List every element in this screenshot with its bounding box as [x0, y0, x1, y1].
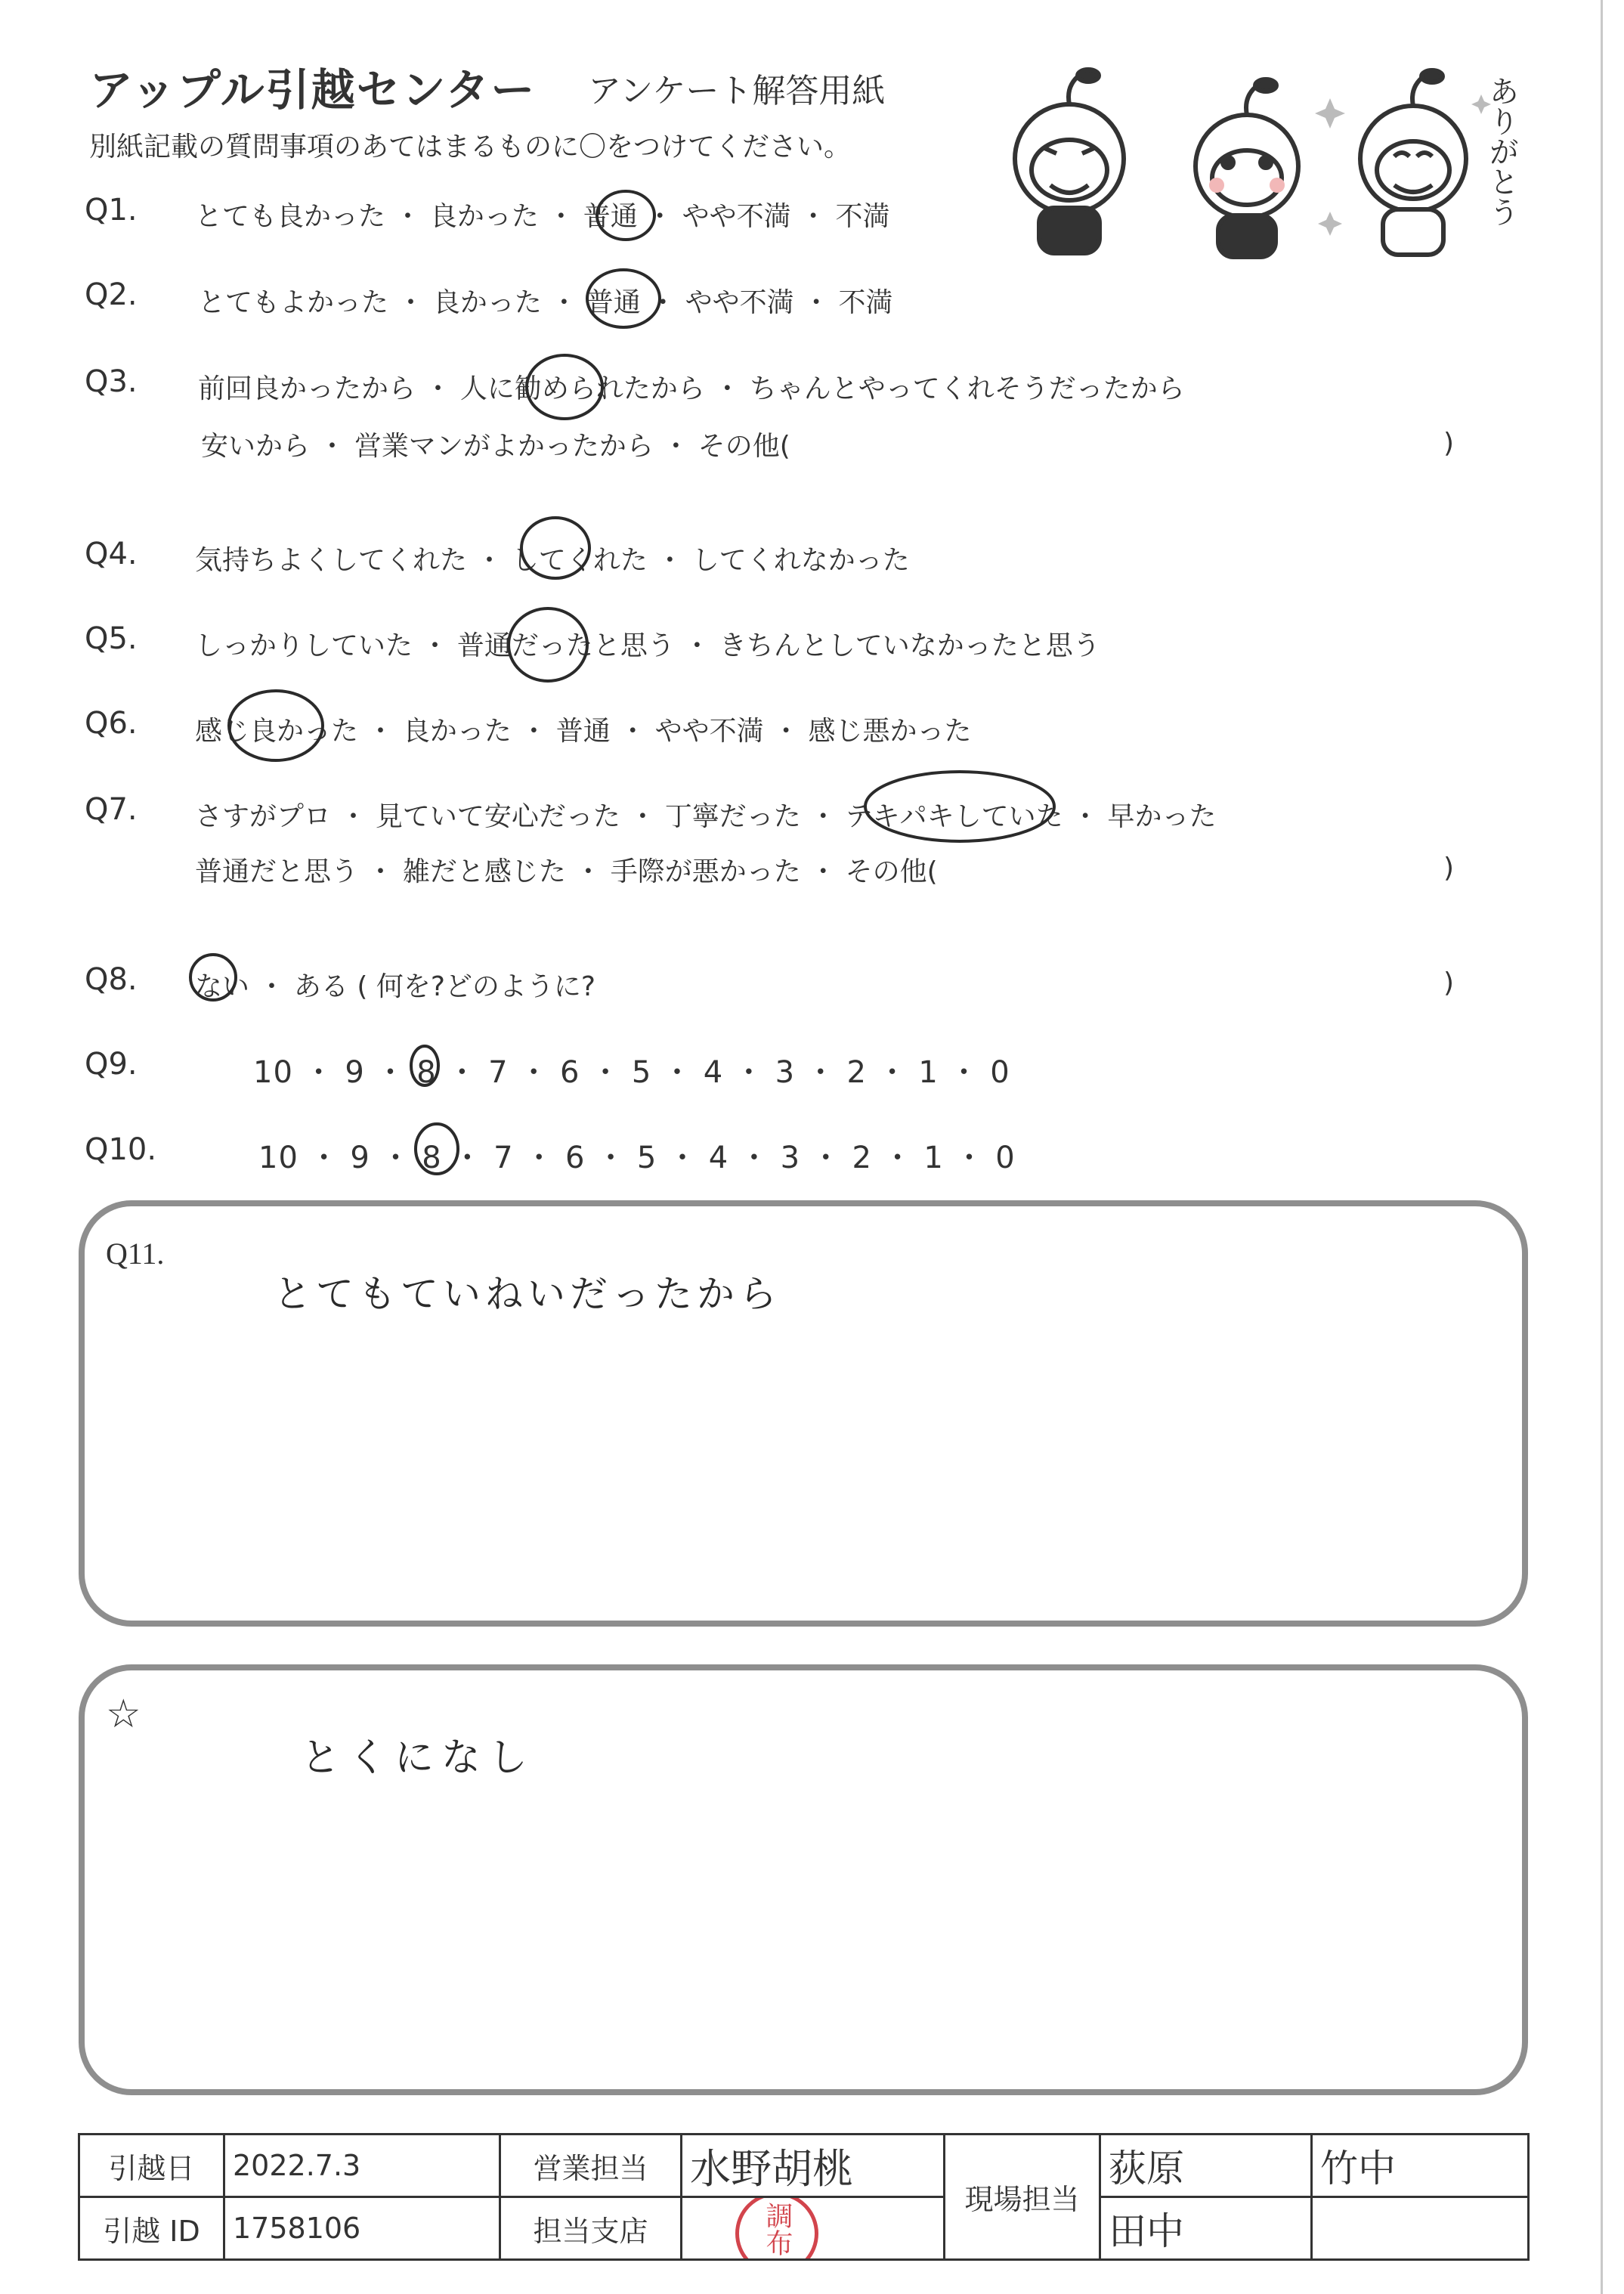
- question-options: 安いから ・ 営業マンがよかったから ・ その他(: [201, 431, 790, 462]
- question-label: Q5.: [85, 621, 138, 656]
- branch-stamp-cell: [682, 2197, 945, 2260]
- move-date-value: 2022.7.3: [224, 2135, 500, 2197]
- field-staff-2: 田中: [1100, 2197, 1312, 2260]
- sheet-edge: [1601, 0, 1603, 2294]
- question-label: Q3.: [85, 364, 138, 399]
- question-options: とても良かった ・ 良かった ・ 普通 ・ やや不満 ・ 不満: [195, 201, 890, 232]
- question-options: 気持ちよくしてくれた ・ してくれた ・ してくれなかった: [195, 545, 910, 576]
- question-options: しっかりしていた ・ 普通だったと思う ・ きちんとしていなかったと思う: [195, 630, 1100, 661]
- branch-stamp-text: 調布: [762, 2202, 793, 2256]
- question-options: ない ・ ある ( 何を?どのように?: [195, 971, 596, 1002]
- comment-handwritten-answer: とくになし: [301, 1735, 536, 1781]
- field-staff-label: 現場担当: [945, 2135, 1100, 2260]
- question-options-close: ): [1443, 428, 1455, 459]
- question-options: とてもよかった ・ 良かった ・ 普通 ・ やや不満 ・ 不満: [198, 287, 893, 318]
- q11-label: Q11.: [106, 1237, 165, 1271]
- question-label: Q7.: [85, 792, 138, 827]
- company-title: アップル引越センター: [89, 64, 537, 116]
- question-label: Q1.: [85, 193, 138, 228]
- question-options-close: ): [1443, 853, 1455, 884]
- instruction-text: 別紙記載の質問事項のあてはまるものに〇をつけてください。: [89, 132, 852, 163]
- monkey-mascot-icon: [998, 64, 1519, 261]
- question-label: Q9.: [85, 1047, 138, 1082]
- move-id-label: 引越 ID: [79, 2197, 224, 2260]
- empty-cell: [1312, 2197, 1529, 2260]
- q11-handwritten-answer: とてもていねいだったから: [274, 1272, 781, 1316]
- question-options-close: ): [1443, 967, 1455, 998]
- move-date-label: 引越日: [79, 2135, 224, 2197]
- star-icon: ☆: [106, 1693, 141, 1736]
- question-label: Q4.: [85, 537, 138, 571]
- field-staff-3: 竹中: [1312, 2135, 1529, 2197]
- question-label: Q6.: [85, 706, 138, 741]
- question-options: 前回良かったから ・ 人に勧められたから ・ ちゃんとやってくれそうだったから: [198, 373, 1185, 404]
- question-options: 普通だと思う ・ 雑だと感じた ・ 手際が悪かった ・ その他(: [195, 856, 938, 887]
- question-label: Q10.: [85, 1132, 157, 1167]
- question-label: Q2.: [85, 277, 138, 312]
- question-label: Q8.: [85, 962, 138, 997]
- field-staff-1: 荻原: [1100, 2135, 1312, 2197]
- question-options: 感じ良かった ・ 良かった ・ 普通 ・ やや不満 ・ 感じ悪かった: [195, 716, 972, 747]
- rating-scale: 10 ・ 9 ・ 8 ・ 7 ・ 6 ・ 5 ・ 4 ・ 3 ・ 2 ・ 1 ・ 0: [253, 1055, 1010, 1090]
- rating-scale: 10 ・ 9 ・ 8 ・ 7 ・ 6 ・ 5 ・ 4 ・ 3 ・ 2 ・ 1 ・ 0: [258, 1141, 1016, 1175]
- form-subtitle: アンケート解答用紙: [588, 72, 886, 110]
- branch-stamp: [735, 2197, 818, 2260]
- sales-rep-value: 水野胡桃: [682, 2135, 945, 2197]
- move-id-value: 1758106: [224, 2197, 500, 2260]
- footer-table: [78, 2133, 1530, 2261]
- question-options: さすがプロ ・ 見ていて安心だった ・ 丁寧だった ・ テキパキしていた ・ 早かった: [195, 801, 1217, 832]
- sales-rep-label: 営業担当: [500, 2135, 682, 2197]
- branch-label: 担当支店: [500, 2197, 682, 2260]
- thanks-caption: ありがとう: [1484, 76, 1519, 227]
- comment-answer-box: [79, 1664, 1528, 2095]
